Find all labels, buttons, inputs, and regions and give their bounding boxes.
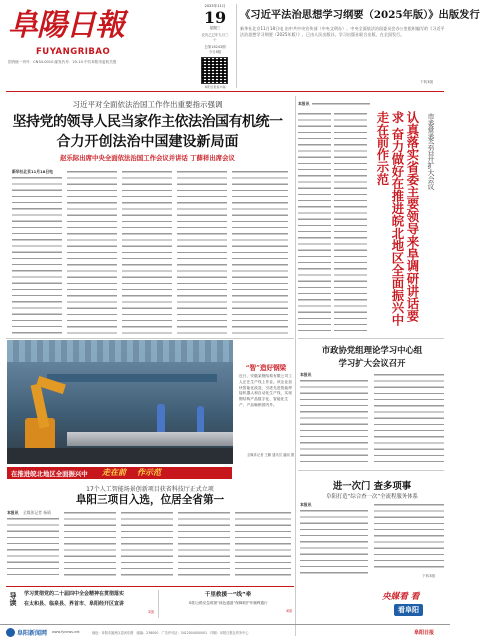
guide-item-1[interactable]: [24, 590, 154, 620]
lower-body-4: [178, 510, 230, 578]
lower-body-2: [64, 510, 116, 578]
steel-girder: [67, 432, 233, 446]
banner-paragraph: 新华社北京11月18日电 由中共中央宣传部（中央文明办）、中央全面依法治国委员会办公室组织编写的《习近平法治思想学习纲要（2025年版）》，已由人民出版社、学习出版社联合出版，在全国发行。: [240, 26, 445, 38]
site-url[interactable]: www.fynews.net: [52, 630, 80, 634]
lead-headline-1[interactable]: 坚持党的领导人民当家作主依法治国有机统一: [12, 114, 283, 130]
date-day: 19: [203, 8, 227, 27]
photo-caption: 近日，安徽某钢结构有限公司工人正在生产线上作业。该企业加快智能化改造，引进先进智能焊接机器人和自动化生产线，实现钢结构产品数字化、智能化生产，产品畅销国内外。: [239, 374, 293, 407]
column-banner-mid: 走在前: [102, 467, 126, 477]
guide-item-2-line-2: 阜阳公路应急救援“绿色通道”保障救护车顺利通行: [188, 601, 268, 605]
footer: [0, 625, 450, 640]
weekday: 星期三: [209, 26, 221, 30]
lower-reporter: 全媒体记者 杨靖: [23, 510, 51, 515]
worker-figure: [157, 404, 165, 432]
right-top-body-2: [298, 111, 331, 331]
right-top-kicker: 市委常委会召开扩大会议: [427, 113, 435, 190]
lower-body-5: [235, 510, 291, 578]
right-mid-byline: 本报讯: [300, 372, 312, 377]
lower-body-3: [121, 510, 173, 578]
right-top-body-1: [312, 101, 370, 109]
worker-figure-2: [197, 406, 204, 432]
qr-code[interactable]: [201, 57, 228, 84]
newspaper-logo: 阜陽日報: [8, 8, 124, 43]
promo-line-2: 看阜阳: [394, 604, 423, 616]
lower-byline: 本报讯: [7, 510, 19, 515]
guide-item-1-line-1: 学习贯彻党的二十届四中全会精神在贯彻落实: [24, 591, 125, 597]
right-mid-headline-2[interactable]: 学习扩大会议召开: [338, 358, 406, 368]
right-bottom-body-2: [374, 502, 444, 572]
guide-item-2-page: 4版: [286, 609, 292, 613]
footer-app-label[interactable]: 阜阳日报: [414, 630, 435, 636]
right-mid-body-2: [374, 372, 444, 464]
lead-story: [0, 93, 295, 343]
lead-body-col-1: [12, 175, 62, 337]
lower-headline[interactable]: 阜阳三项目入选，位居全省第一: [75, 494, 225, 506]
right-top-body-3: [334, 111, 367, 331]
guide-item-1-page: 2版: [148, 610, 154, 614]
right-mid-story: [298, 342, 446, 467]
registration-info: 国内统一刊号：CN34-0010 邮发代号：25-10 中共阜阳市委机关报: [8, 60, 117, 64]
lead-body-col-4: [177, 169, 227, 337]
right-bottom-more[interactable]: 下转3版: [422, 574, 436, 578]
lead-body-col-5: [232, 169, 288, 337]
logo-pinyin: FUYANGRIBAO: [36, 47, 111, 57]
factory-photo[interactable]: [7, 340, 233, 464]
site-logo-icon: [6, 628, 15, 637]
date-block: [200, 4, 230, 58]
banner-more[interactable]: 下转3版: [420, 80, 434, 84]
lead-body-col-3: [122, 169, 172, 337]
issue-number: 总第16243期: [204, 45, 226, 49]
guide-item-2[interactable]: [164, 590, 292, 620]
photo-title: “智”造好钢梁: [245, 364, 287, 372]
column-banner-left: 在推进皖北地区全面振兴中: [11, 470, 88, 478]
photo-beam: [47, 374, 217, 382]
lead-kicker: 习近平对全面依法治国工作作出重要指示强调: [72, 100, 223, 109]
lead-subhead: 赵乐际出席中央全面依法治国工作会议并讲话 丁薛祥出席会议: [60, 154, 235, 162]
column-banner[interactable]: [7, 467, 232, 479]
lunar-date: 农历乙巳年九月三十: [201, 33, 229, 42]
qr-label: 阜阳日报客户端: [204, 85, 226, 89]
lower-kicker: 17个人工智能场景创新项目获省科技厅正式立项: [86, 486, 214, 493]
lower-body-1: [7, 516, 59, 578]
promo-line-1: 央媒看 看: [382, 592, 420, 602]
right-top-byline: 本报讯: [298, 101, 310, 106]
lower-story: [7, 482, 293, 582]
right-bottom-subhead: 阜阳打造“综合查一次”全流程服务体系: [326, 494, 418, 500]
right-mid-headline-1[interactable]: 市政协党组理论学习中心组: [321, 345, 423, 355]
guide-item-2-line-1: 千里救援一“线”牵: [204, 592, 252, 598]
right-bottom-story: [298, 470, 446, 582]
right-bottom-headline[interactable]: 进一次门 查多项事: [332, 481, 412, 492]
masthead: [0, 0, 480, 90]
guide-label: 导读: [9, 592, 17, 606]
right-bottom-body-1: [300, 508, 368, 578]
page-count: 今日8版: [208, 50, 222, 54]
date-year-month: 2025年11月: [204, 4, 226, 8]
footer-info: 地址：阜阳市颍州区清河东路 邮编：236000 广告许可证：3412004000001 印刷：阜阳日报社印务中心: [92, 631, 249, 635]
guide-item-1-line-2: 在太和县、临泉县、界首市、阜阳经开区宣讲: [24, 601, 125, 607]
banner-headline[interactable]: 《习近平法治思想学习纲要（2025年版）》出版发行: [240, 9, 480, 21]
lead-dateline: 新华社北京11月18日电: [12, 169, 53, 174]
right-top-story: [298, 95, 446, 335]
cctv-promo[interactable]: [380, 586, 446, 622]
photo-caption-box: [236, 340, 294, 464]
site-name[interactable]: 阜阳新闻网: [17, 630, 48, 637]
photo-floor: [7, 448, 233, 464]
right-bottom-byline: 本报讯: [300, 502, 312, 507]
column-banner-right: 作示范: [137, 467, 161, 477]
right-top-headline[interactable]: 认真落实省委主要领导来阜调研讲话要求 奋力做好在推进皖北地区全面振兴中走在前作示范: [375, 111, 420, 327]
photo-roof: [7, 340, 233, 362]
lead-body-col-2: [67, 169, 117, 337]
lead-headline-2[interactable]: 合力开创法治中国建设新局面: [56, 134, 239, 150]
guide-section: [6, 588, 294, 622]
right-mid-body-1: [300, 378, 368, 464]
photo-credit: 全媒体记者 王鹏 通讯员 潘丽 摄: [246, 453, 294, 457]
